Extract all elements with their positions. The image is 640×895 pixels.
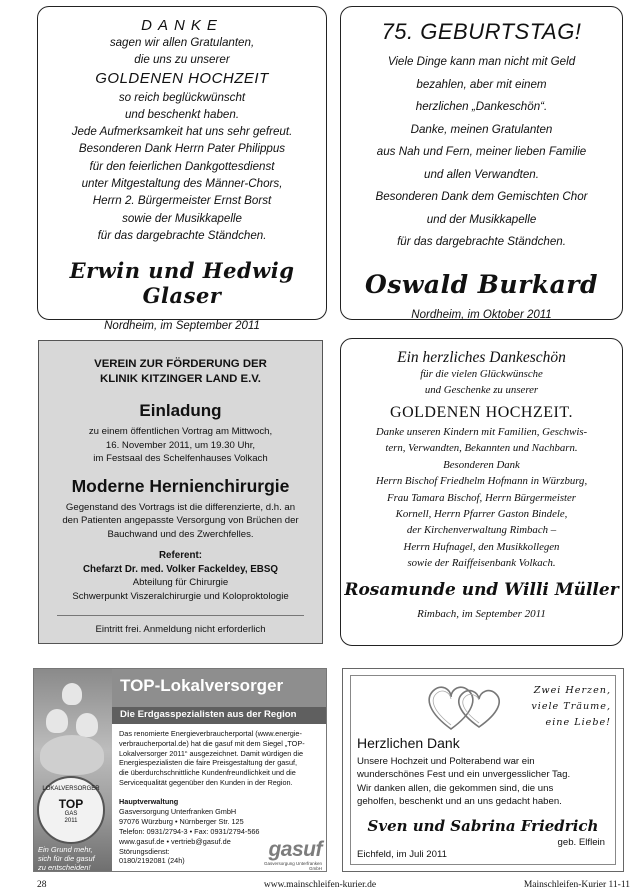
thanks-notice-glaser (37, 6, 327, 333)
notice-line: Herrn 2. Bürgermeister Ernst Borst (92, 194, 272, 208)
notice-line: und der Musikkapelle (426, 212, 537, 226)
phone-fax: Telefon: 0931/2794-3 • Fax: 0931/2794-566 (119, 826, 260, 836)
poem-line: eine Liebe! (545, 717, 611, 728)
two-hearts-icon (421, 677, 511, 737)
notice-heading: Herzlichen Dank (357, 735, 460, 751)
top-provider-seal-icon (37, 776, 105, 844)
notice-line: Danke unseren Kindern mit Familien, Geschwis- (375, 426, 588, 438)
thanks-notice-mueller (340, 338, 623, 646)
notice-line: Unsere Hochzeit und Polterabend war ein (357, 756, 535, 767)
notice-line: geholfen, beschenkt und an uns gedacht haben. (357, 795, 562, 807)
notice-line: bezahlen, aber mit einem (416, 77, 547, 91)
gasuf-advertisement (33, 668, 327, 872)
notice-line: Danke, meinen Gratulanten (410, 122, 553, 136)
notice-line: sowie der Musikkapelle (122, 211, 242, 225)
notice-line: Kornell, Herrn Pfarrer Gaston Bindele, (395, 508, 568, 521)
divider (57, 615, 304, 616)
web-email[interactable]: www.gasuf.de • vertrieb@gasuf.de (119, 836, 231, 846)
notice-line: für das dargebrachte Ständchen. (97, 228, 267, 242)
notice-line: Wir danken allen, die gekommen sind, die uns (357, 782, 554, 794)
ad-subtitle: Die Erdgasspezialisten aus der Region (112, 707, 326, 724)
notice-line: Besonderen Dank Herrn Pater Philippus (78, 142, 286, 156)
ad-text-line: Lokalversorger 2011“ ausgezeichnet. Damit würdigen die (119, 748, 304, 758)
signature: Oswald Burkard (365, 269, 598, 299)
ad-text-line: verbraucherportal.de) hat die gasuf mit dem Siegel „TOP- (119, 738, 305, 748)
slogan-line: sich für die gasuf (38, 854, 95, 863)
ad-header (112, 669, 326, 707)
birth-name: geb. Elflein (557, 837, 605, 848)
signature: Rosamunde und Willi Müller (344, 579, 619, 600)
seal-year: 2011 (64, 818, 78, 824)
notice-line: für die vielen Glückwünsche (420, 368, 543, 380)
org-name: KLINIK KITZINGER LAND E.V. (100, 373, 261, 385)
poem-line: viele Träume, (531, 701, 611, 712)
signature: Erwin und Hedwig Glaser (69, 258, 295, 309)
invitation-line: zu einem öffentlichen Vortrag am Mittwoch, (88, 426, 273, 437)
notice-line: sowie der Raiffeisenbank Volkach. (407, 557, 556, 570)
notice-emphasis: GOLDENEN HOCHZEIT. (390, 404, 573, 421)
notice-line: und Geschenke zu unserer (424, 383, 539, 396)
notice-line: die uns zu unserer (134, 53, 230, 67)
admission-note: Eintritt frei. Anmeldung nicht erforderlich (95, 624, 266, 635)
page-number: 28 (37, 880, 47, 890)
invitation-heading: Einladung (139, 401, 222, 420)
signature: Sven und Sabrina Friedrich (367, 817, 599, 835)
notice-line: Viele Dinge kann man nicht mit Geld (387, 55, 576, 68)
ad-address (119, 797, 279, 866)
invitation-line: 16. November 2011, um 19.30 Uhr, (105, 439, 256, 451)
poem-line: Zwei Herzen, (533, 685, 611, 696)
notice-line: für das dargebrachte Ständchen. (397, 235, 566, 248)
speaker-label: Referent: (158, 550, 202, 561)
notice-line: und allen Verwandten. (424, 167, 539, 181)
logo-wordmark: gasuf (268, 838, 322, 861)
speaker-department: Abteilung für Chirurgie (132, 577, 229, 588)
gasuf-logo (260, 839, 322, 871)
ad-text-line: Servicequalität gegenüber den Kunden in der Region. (119, 777, 293, 787)
notice-line: tern, Verwandten, Bekannten und Nachbarn. (385, 442, 578, 455)
place-date: Rimbach, im September 2011 (417, 607, 546, 620)
notice-heading: DANKE (141, 17, 223, 34)
notice-line: Herrn Hufnagel, den Musikkollegen (403, 540, 560, 553)
address-heading: Hauptverwaltung (119, 797, 179, 806)
lecture-invitation (38, 340, 323, 644)
notice-emphasis: GOLDENEN HOCHZEIT (95, 69, 269, 87)
org-name: VEREIN ZUR FÖRDERUNG DER (94, 358, 267, 370)
wedding-thanks-friedrich (342, 668, 624, 872)
slogan-line: zu entscheiden! (38, 863, 91, 872)
notice-line: Frau Tamara Bischof, Herrn Bürgermeister (386, 491, 577, 504)
place-date: Eichfeld, im Juli 2011 (357, 849, 447, 860)
lecture-description: Bauchwand und des Zwerchfelles. (107, 528, 254, 540)
address-line: Gasversorgung Unterfranken GmbH (119, 806, 237, 816)
notice-line: und beschenkt haben. (124, 107, 240, 121)
notice-line: so reich beglückwünscht (118, 90, 246, 104)
seal-text: LOKALVERSORGER (42, 786, 100, 792)
place-date: Nordheim, im Oktober 2011 (411, 308, 552, 321)
notice-line: Jede Aufmerksamkeit hat uns sehr gefreut. (71, 125, 293, 139)
lecture-topic: Moderne Hernienchirurgie (71, 475, 290, 496)
page-footer (0, 878, 640, 895)
notice-line: der Kirchenverwaltung Rimbach – (406, 524, 557, 537)
invitation-line: im Festsaal des Schelfenhauses Volkach (93, 453, 268, 464)
address-line: 97076 Würzburg • Nürnberger Str. 125 (119, 816, 244, 826)
notice-line: aus Nah und Fern, meiner lieben Familie (376, 145, 587, 158)
notice-line: wunderschönes Fest und ein unvergesslicher Tag. (357, 769, 571, 781)
slogan-line: Ein Grund mehr, (38, 845, 93, 854)
emergency-number: 0180/2192081 (24h) (119, 856, 185, 866)
notice-line: für den feierlichen Dankgottesdienst (89, 159, 275, 173)
logo-subtitle: Gasversorgung Unterfranken GmbH (263, 861, 322, 871)
notice-line: unter Mitgestaltung des Männer-Chors, (81, 177, 283, 191)
lecture-description: den Patienten angepasste Versorgung von Brüchen der (62, 515, 299, 526)
ad-title: TOP-Lokalversorger (120, 676, 284, 695)
place-date: Nordheim, im September 2011 (104, 320, 260, 333)
notice-line: Besonderen Dank dem Gemischten Chor (375, 190, 588, 203)
notice-line: herzlichen „Dankeschön“. (415, 100, 548, 113)
seal-text: GAS (64, 811, 78, 817)
notice-heading: Ein herzliches Dankeschön (397, 349, 566, 366)
ad-body (119, 729, 319, 788)
seal-text: TOP (58, 797, 84, 811)
ad-text-line: die überdurchschnittliche Kundenfreundlichkeit und die (119, 768, 296, 778)
notice-line: sagen wir allen Gratulanten, (109, 36, 255, 49)
poem (531, 683, 611, 731)
emergency-label: Störungsdienst: (119, 846, 170, 856)
website-link[interactable]: www.mainschleifen-kurier.de (263, 880, 377, 890)
ad-text-line: Das renomierte Energieverbraucherportal (www.energie- (119, 729, 302, 738)
notice-line: Besonderen Dank (443, 458, 520, 471)
speaker-name: Chefarzt Dr. med. Volker Fackeldey, EBSQ (82, 563, 279, 575)
notice-body (357, 755, 607, 808)
notice-heading: 75. GEBURTSTAG! (381, 19, 582, 44)
magazine-issue: Mainschleifen-Kurier 11-11 (523, 880, 630, 890)
birthday-notice-burkard (340, 6, 623, 320)
speaker-focus: Schwerpunkt Viszeralchirurgie und Koloproktologie (72, 590, 289, 602)
notice-line: Herrn Bischof Friedhelm Hofmann in Würzburg, (375, 475, 588, 488)
lecture-description: Gegenstand des Vortrags ist die differenzierte, d.h. an (65, 501, 296, 513)
ad-slogan (38, 845, 108, 872)
ad-text-line: Energiespezialisten die faire Preisgestaltung der gasuf, (119, 758, 298, 768)
